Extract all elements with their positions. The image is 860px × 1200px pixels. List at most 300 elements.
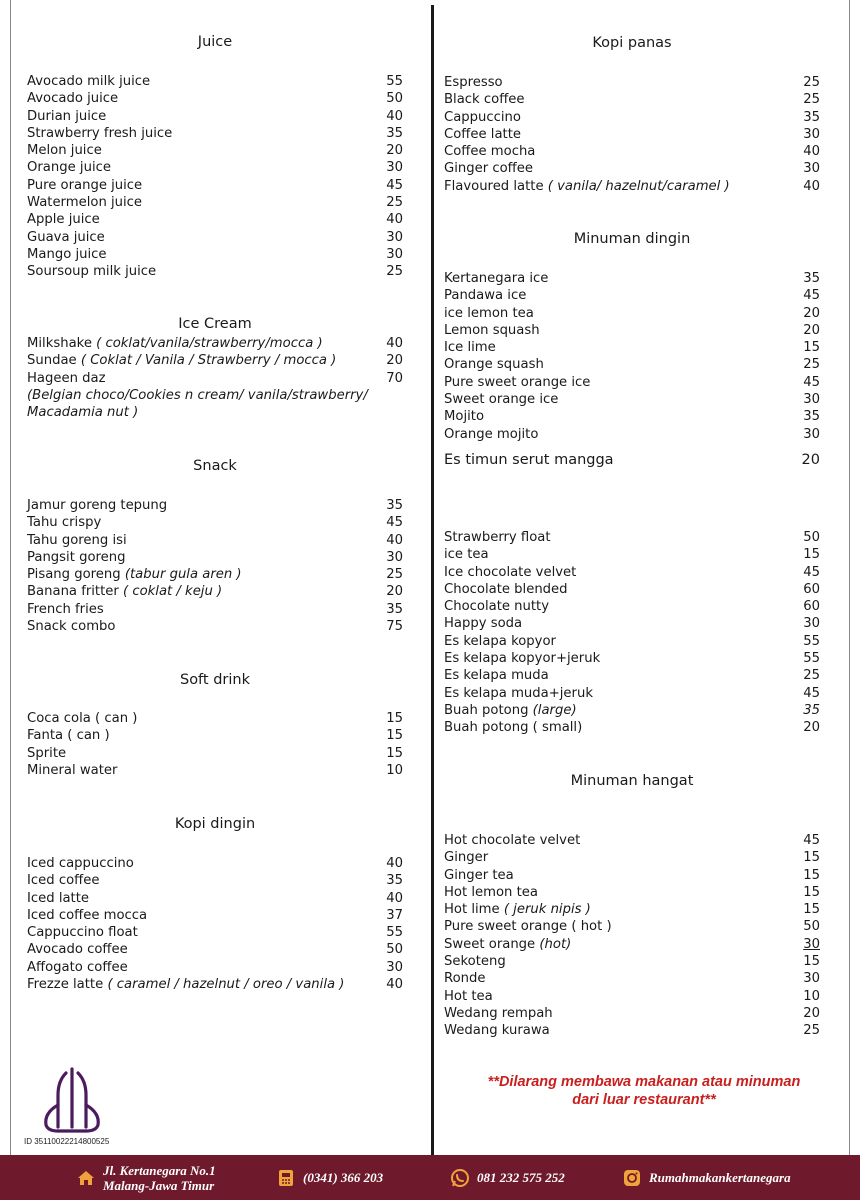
item-list: [444, 832, 820, 1040]
menu-item: [444, 529, 820, 546]
item-name: [444, 126, 521, 143]
menu-item: [444, 287, 820, 304]
item-name-text: Mango juice: [27, 246, 107, 262]
item-name-text: Coffee mocha: [444, 144, 536, 160]
menu-item: [27, 601, 403, 618]
item-name-text: Watermelon juice: [27, 195, 143, 211]
menu-item: [444, 322, 820, 339]
menu-item: [444, 391, 820, 408]
item-price: 15: [803, 547, 820, 563]
menu-item: [27, 159, 403, 176]
item-name-text: Ginger tea: [444, 867, 514, 883]
menu-item: [27, 924, 403, 941]
whatsapp-icon: [450, 1168, 470, 1188]
menu-item: [27, 566, 403, 583]
item-price: 45: [386, 177, 403, 193]
item-name: [444, 322, 540, 339]
item-price: 20: [801, 452, 820, 468]
menu-item: [444, 633, 820, 650]
item-price: 50: [386, 91, 403, 107]
section-title: Minuman hangat: [570, 773, 694, 789]
menu-item: [27, 745, 403, 762]
item-name-text: Chocolate blended: [444, 581, 568, 597]
item-name: [27, 601, 104, 618]
menu-item: [27, 108, 403, 125]
item-name: [27, 890, 89, 907]
item-name-text: Avocado juice: [27, 91, 119, 107]
item-name-text: Hot lime: [444, 902, 500, 918]
item-name-text: Banana fritter: [27, 584, 119, 600]
item-name: [444, 884, 538, 901]
item-price: 35: [803, 271, 820, 286]
menu-item: [444, 74, 820, 91]
section-title: Minuman dingin: [573, 231, 691, 247]
item-name-text: Black coffee: [444, 92, 525, 108]
item-name-text: Pandawa ice: [444, 288, 527, 304]
item-price: 45: [386, 515, 403, 531]
instagram-handle[interactable]: Rumahmakankertanegara: [649, 1169, 791, 1185]
address-line: Malang-Jawa Timur: [103, 1177, 215, 1193]
item-price: 40: [386, 108, 403, 124]
menu-item: [27, 194, 403, 211]
item-name-text: Hageen daz: [27, 370, 106, 386]
item-name-text: Pure sweet orange ( hot ): [444, 919, 612, 935]
item-name-text: Ice chocolate velvet: [444, 564, 577, 580]
item-name: [444, 74, 503, 91]
item-name: [27, 263, 156, 280]
menu-item: [444, 374, 820, 391]
item-name: [27, 335, 323, 352]
item-price: 10: [386, 762, 403, 778]
item-name-text: Iced cappuccino: [27, 856, 134, 871]
phone-number[interactable]: (0341) 366 203: [303, 1169, 384, 1185]
item-variant: (tabur gula aren ): [124, 567, 242, 583]
item-price: 40: [803, 144, 820, 160]
item-price: 40: [386, 890, 403, 906]
section-title: Soft drink: [179, 672, 250, 688]
item-name: [444, 988, 493, 1005]
item-name: [444, 339, 496, 356]
item-name: [27, 532, 127, 549]
menu-item: [444, 408, 820, 425]
item-name: [444, 598, 549, 615]
item-name: [444, 953, 506, 970]
menu-item: [27, 583, 403, 600]
item-price: 20: [386, 353, 403, 369]
menu-item: [444, 143, 820, 160]
item-name-text: Espresso: [444, 75, 503, 90]
footer-bar: [0, 1155, 860, 1200]
item-price: 25: [803, 1023, 820, 1039]
item-name-text: Es kelapa kopyor+jeruk: [444, 651, 601, 667]
menu-item: [444, 719, 820, 736]
menu-item: [444, 918, 820, 935]
menu-item: [444, 988, 820, 1005]
item-name-text: Coca cola ( can ): [27, 711, 138, 726]
menu-item: [444, 901, 820, 918]
menu-item: [27, 177, 403, 194]
item-name: [444, 529, 551, 546]
item-variant: (hot): [539, 936, 572, 952]
item-name: [444, 1005, 553, 1022]
menu-item: [27, 263, 403, 280]
menu-item: [444, 546, 820, 563]
item-price: 35: [803, 702, 820, 718]
item-variant: ( coklat/vanila/strawberry/mocca ): [96, 336, 323, 351]
item-name: [27, 745, 66, 762]
item-name: [444, 867, 514, 884]
menu-item: [444, 685, 820, 702]
item-name-text: Strawberry float: [444, 530, 551, 545]
item-price: 20: [803, 1005, 820, 1021]
item-name: [27, 618, 116, 635]
item-name: [444, 426, 538, 443]
menu-item: [444, 667, 820, 684]
item-name-text: Melon juice: [27, 143, 102, 159]
item-name: [27, 142, 102, 159]
item-list: [27, 335, 403, 387]
note-line: Macadamia nut ): [27, 405, 139, 421]
item-name-text: Es kelapa muda: [444, 668, 549, 684]
item-list: [27, 855, 403, 993]
item-name-text: Es kelapa muda+jeruk: [444, 685, 593, 701]
item-name-text: Hot tea: [444, 988, 493, 1004]
item-price: 25: [386, 195, 403, 211]
item-price: 60: [803, 599, 820, 615]
item-price: 45: [803, 685, 820, 701]
item-name: [444, 685, 593, 702]
item-price: 15: [803, 340, 820, 356]
address-line: Jl. Kertanegara No.1: [103, 1162, 216, 1178]
menu-item: [444, 178, 820, 195]
item-name-text: Chocolate nutty: [444, 599, 550, 615]
notice-line: dari luar restaurant**: [572, 1092, 716, 1108]
item-name-text: Buah potong: [444, 702, 529, 718]
item-price: 15: [803, 850, 820, 866]
item-name: [444, 109, 521, 126]
item-name-text: Avocado coffee: [27, 942, 128, 958]
item-name-text: Ginger coffee: [444, 161, 533, 177]
item-name-text: Sweet orange ice: [444, 392, 559, 408]
instagram-icon: [622, 1168, 642, 1188]
item-price: 15: [803, 884, 820, 900]
item-price: 35: [803, 109, 820, 125]
item-price: 15: [386, 728, 403, 744]
menu-item: [444, 564, 820, 581]
notice-line: **Dilarang membawa makanan atau minuman: [487, 1074, 801, 1090]
item-price: 15: [803, 902, 820, 918]
item-price: 30: [386, 229, 403, 245]
item-name-text: Ice lime: [444, 340, 496, 356]
item-price: 45: [803, 833, 820, 848]
footer-whatsapp: [450, 1155, 565, 1200]
item-name-text: Iced coffee: [27, 873, 100, 889]
item-price: 35: [386, 125, 403, 141]
note-line: (Belgian choco/Cookies n cream/ vanila/strawberry/: [27, 388, 368, 403]
column-divider: [431, 5, 434, 1155]
item-name: [27, 549, 125, 566]
item-name: [27, 73, 150, 90]
item-price: 40: [386, 532, 403, 548]
footer-phone: [276, 1155, 383, 1200]
item-price: 25: [386, 567, 403, 583]
item-price: 55: [386, 925, 403, 941]
item-name-text: Lemon squash: [444, 322, 540, 338]
item-price: 25: [803, 668, 820, 684]
item-name-text: Es kelapa kopyor: [444, 633, 556, 649]
item-name: [27, 497, 167, 514]
item-name-text: Ronde: [444, 971, 486, 987]
item-price: 35: [803, 409, 820, 425]
menu-item: [444, 356, 820, 373]
item-name: [27, 108, 106, 125]
item-list: [444, 74, 820, 195]
page-border-right: [849, 0, 850, 1155]
item-price: 25: [803, 357, 820, 373]
item-price: 30: [803, 936, 820, 952]
item-variant: ( jeruk nipis ): [503, 902, 591, 918]
item-name-text: Sweet orange: [444, 936, 536, 952]
item-name-text: Affogato coffee: [27, 959, 128, 975]
item-name-text: Milkshake: [27, 336, 92, 351]
item-name: Es timun serut mangga: [444, 452, 614, 468]
item-name: [27, 211, 100, 228]
menu-item: [27, 890, 403, 907]
menu-item: [444, 109, 820, 126]
menu-item: [444, 702, 820, 719]
item-name-text: Fanta ( can ): [27, 728, 110, 744]
item-name-text: Coffee latte: [444, 126, 521, 142]
item-name-text: Orange squash: [444, 357, 544, 373]
item-price: 35: [386, 601, 403, 617]
item-name-text: Pisang goreng: [27, 567, 121, 583]
item-price: 35: [386, 498, 403, 513]
item-price: 25: [803, 92, 820, 108]
ice-cream-note: [27, 387, 403, 422]
item-name: [444, 719, 582, 736]
item-price: 50: [803, 530, 820, 545]
menu-item: [27, 497, 403, 514]
menu-item: [444, 598, 820, 615]
restaurant-logo-icon: [36, 1065, 106, 1135]
item-price: 55: [803, 651, 820, 667]
item-name-text: Durian juice: [27, 108, 107, 124]
item-name-text: Pangsit goreng: [27, 549, 126, 565]
menu-item: [444, 867, 820, 884]
item-price: 45: [803, 288, 820, 304]
item-name-text: Mineral water: [27, 762, 118, 778]
item-price: 20: [803, 322, 820, 338]
menu-item: [27, 211, 403, 228]
menu-item: [444, 91, 820, 108]
item-name: [444, 143, 535, 160]
item-price: 30: [803, 616, 820, 632]
item-price: 30: [803, 392, 820, 408]
item-variant: ( vanila/ hazelnut/caramel ): [547, 178, 730, 194]
item-price: 55: [386, 74, 403, 89]
item-name-text: Buah potong ( small): [444, 720, 583, 736]
item-name: [444, 702, 577, 719]
menu-item: [27, 335, 403, 352]
item-name: [27, 924, 138, 941]
item-name: [444, 901, 591, 918]
menu-item: [27, 618, 403, 635]
logo-id-text: ID 35110022214800525: [24, 1137, 110, 1146]
item-price: 37: [386, 907, 403, 923]
item-price: 15: [386, 711, 403, 726]
menu-item: [27, 762, 403, 779]
item-name: [444, 391, 558, 408]
item-price: 25: [386, 264, 403, 280]
item-name: [444, 305, 534, 322]
item-name: [27, 514, 101, 531]
item-name: [27, 352, 336, 369]
item-name: [27, 194, 142, 211]
menu-item: [27, 229, 403, 246]
menu-item: [444, 849, 820, 866]
item-name: [444, 1022, 550, 1039]
item-name: [27, 710, 137, 727]
item-name-text: Sprite: [27, 745, 67, 761]
item-name-text: ice tea: [444, 547, 489, 563]
item-name: [27, 959, 128, 976]
item-name: [27, 125, 172, 142]
item-price: 40: [386, 212, 403, 228]
item-price: 60: [803, 581, 820, 597]
menu-item: [27, 855, 403, 872]
item-price: 20: [803, 305, 820, 321]
item-variant: (large): [532, 702, 577, 718]
item-price: 40: [386, 856, 403, 871]
item-name: [27, 855, 134, 872]
footer-instagram: [622, 1155, 791, 1200]
item-name: [27, 583, 222, 600]
special-item: [444, 451, 820, 469]
item-name-text: Cappuccino: [444, 109, 521, 125]
item-name: [444, 650, 600, 667]
item-price: 10: [803, 988, 820, 1004]
item-price: 30: [803, 971, 820, 987]
section-title: Snack: [193, 458, 237, 474]
item-name-text: Pure orange juice: [27, 177, 143, 193]
item-name-text: French fries: [27, 601, 104, 617]
item-name: [444, 581, 568, 598]
menu-item: [27, 941, 403, 958]
item-name-text: Cappuccino float: [27, 925, 138, 941]
item-name-text: Flavoured latte: [444, 178, 544, 194]
item-name: [27, 907, 147, 924]
menu-item: [444, 426, 820, 443]
item-price: 50: [803, 919, 820, 935]
item-name-text: Soursoup milk juice: [27, 264, 157, 280]
item-name-text: Wedang rempah: [444, 1005, 553, 1021]
item-name: [444, 546, 489, 563]
item-name-text: Hot chocolate velvet: [444, 833, 581, 848]
item-list: [27, 497, 403, 635]
item-name: [27, 566, 242, 583]
menu-item: [444, 832, 820, 849]
menu-item: [27, 73, 403, 90]
item-variant: ( caramel / hazelnut / oreo / vanila ): [107, 977, 345, 993]
menu-item: [444, 160, 820, 177]
item-price: 40: [386, 336, 403, 351]
item-variant: ( Coklat / Vanila / Strawberry / mocca ): [80, 353, 337, 369]
menu-item: [27, 142, 403, 159]
item-name: [444, 633, 556, 650]
menu-item: [444, 936, 820, 953]
item-price: 50: [386, 942, 403, 958]
item-name-text: Frezze latte: [27, 977, 104, 993]
item-list: [27, 710, 403, 779]
item-name: [444, 832, 580, 849]
item-name: [27, 90, 118, 107]
menu-item: [444, 339, 820, 356]
item-price: 35: [386, 873, 403, 889]
item-variant: ( coklat / keju ): [123, 584, 223, 600]
item-name: [444, 356, 544, 373]
item-price: 70: [386, 370, 403, 386]
item-price: 45: [803, 564, 820, 580]
item-name: [27, 177, 142, 194]
menu-item: [444, 451, 820, 469]
item-name-text: Tahu crispy: [27, 515, 102, 531]
menu-item: [27, 125, 403, 142]
item-name-text: Strawberry fresh juice: [27, 125, 173, 141]
item-name: [444, 374, 590, 391]
item-name-text: Orange juice: [27, 160, 111, 176]
home-icon: [76, 1168, 96, 1188]
section-title: Ice Cream: [178, 316, 252, 332]
item-name: [27, 727, 110, 744]
menu-item: [444, 270, 820, 287]
item-name: [27, 229, 105, 246]
item-list: [444, 529, 820, 737]
menu-item: [27, 727, 403, 744]
item-price: 30: [386, 160, 403, 176]
item-price: 30: [386, 549, 403, 565]
item-price: 30: [803, 426, 820, 442]
item-name-text: Happy soda: [444, 616, 523, 632]
item-name-text: Iced coffee mocca: [27, 907, 148, 923]
item-price: 20: [803, 720, 820, 736]
menu-item: [27, 90, 403, 107]
item-price: 45: [803, 374, 820, 390]
item-name: [444, 91, 525, 108]
item-price: 20: [386, 143, 403, 159]
item-name-text: Guava juice: [27, 229, 105, 245]
item-price: 30: [803, 126, 820, 142]
section-title: Juice: [197, 34, 233, 50]
item-name: [444, 564, 576, 581]
item-name: [444, 160, 533, 177]
item-name: [444, 849, 488, 866]
item-name: [27, 941, 128, 958]
item-price: 15: [803, 954, 820, 970]
menu-item: [27, 246, 403, 263]
item-name-text: Tahu goreng isi: [27, 532, 127, 548]
page-border-left: [10, 0, 11, 1155]
item-name: [444, 936, 571, 953]
whatsapp-number[interactable]: 081 232 575 252: [477, 1169, 565, 1185]
section-title: Kopi dingin: [174, 816, 256, 832]
item-price: 75: [386, 619, 403, 635]
section-title: Kopi panas: [592, 35, 672, 51]
item-name-text: Mojito: [444, 409, 485, 425]
item-name-text: Sekoteng: [444, 954, 506, 970]
item-list: [27, 73, 403, 281]
menu-item: [444, 581, 820, 598]
item-price: 30: [386, 246, 403, 262]
